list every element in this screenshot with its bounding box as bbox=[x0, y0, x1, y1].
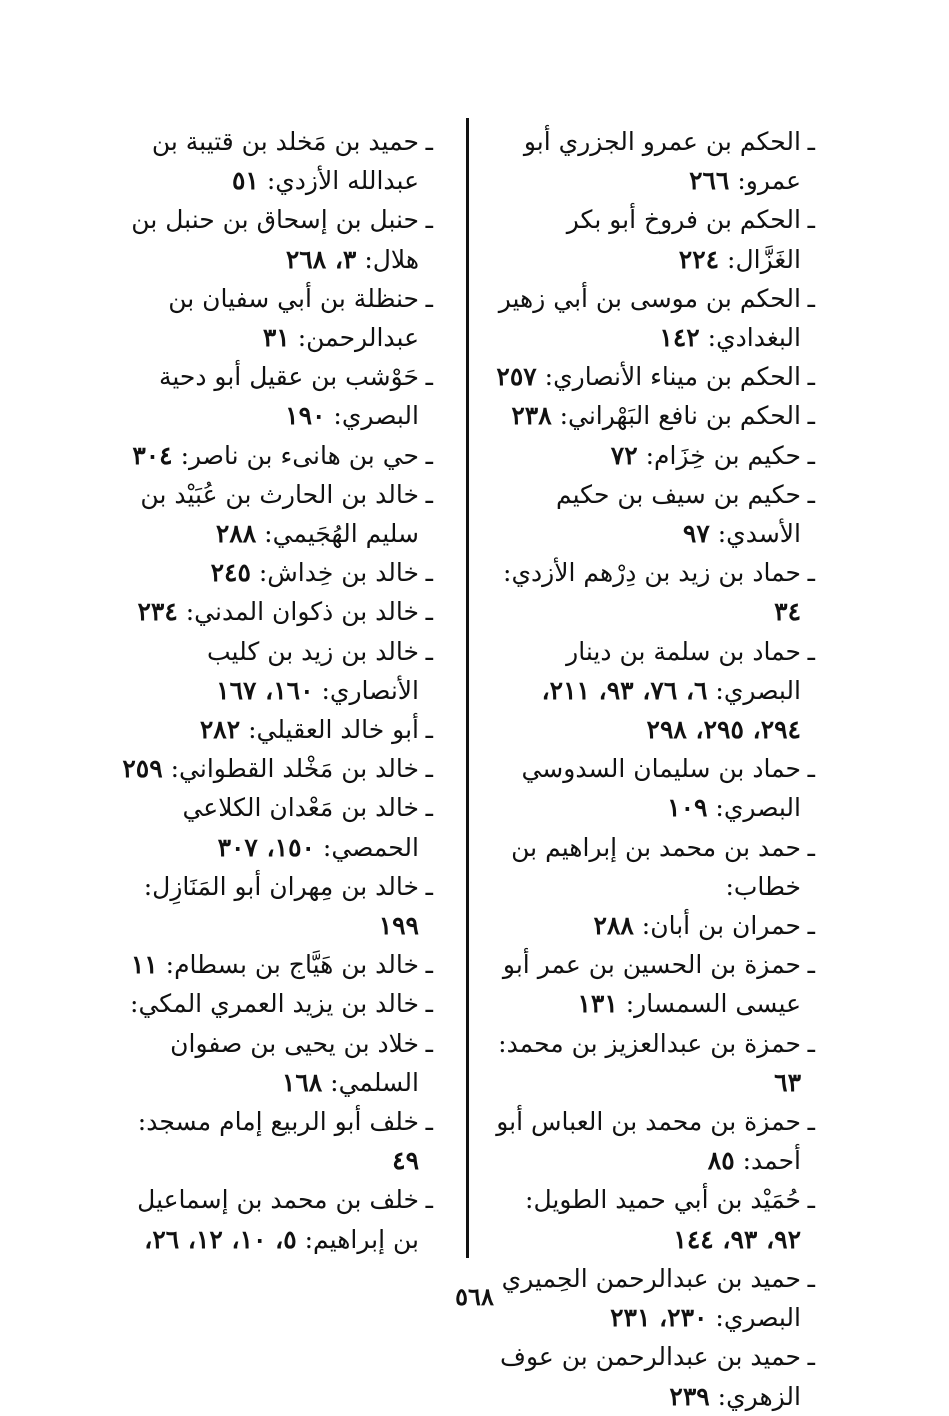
entry-page-numbers: ٢٣٩ bbox=[669, 1381, 710, 1411]
entry-dash: ـ bbox=[425, 950, 433, 980]
entry-name: حمد بن محمد بن إبراهيم بن خطاب: bbox=[511, 832, 801, 901]
entry-dash: ـ bbox=[807, 401, 815, 431]
entry-page-numbers: ٦، ٧٦، ٩٣، ٢١١، ٢٩٤، ٢٩٥، ٢٩٨ bbox=[541, 675, 801, 745]
entry-page-numbers: ٣٤ bbox=[774, 597, 801, 627]
entry-page-numbers: ٦٣ bbox=[774, 1067, 801, 1097]
index-entry bbox=[108, 200, 433, 278]
index-entry bbox=[485, 906, 815, 945]
entry-dash: ـ bbox=[425, 362, 433, 392]
index-entry bbox=[108, 945, 433, 984]
entry-name: خلف أبو الربيع إمام مسجد: bbox=[137, 1107, 419, 1137]
entry-name: حَوْشب بن عقيل أبو دحية البصري: bbox=[158, 362, 419, 431]
entry-page-numbers: ٧٢ bbox=[610, 440, 638, 470]
entry-page-numbers: ١٦٠، ١٦٧ bbox=[216, 675, 314, 705]
entry-name: حميد بن عبدالرحمن بن عوف الزهري: bbox=[500, 1342, 801, 1411]
entry-dash: ـ bbox=[425, 440, 433, 470]
index-entry bbox=[108, 436, 433, 475]
entry-page-numbers: ٢٣٤ bbox=[137, 597, 178, 627]
index-entry bbox=[485, 945, 815, 1023]
entry-page-numbers: ٢٨٢ bbox=[199, 715, 241, 745]
entry-name: حكيم بن خِزَام: bbox=[645, 440, 801, 470]
entry-dash: ـ bbox=[425, 1107, 433, 1137]
entry-page-numbers: ١٥٠، ٣٠٧ bbox=[217, 832, 315, 862]
index-entry bbox=[485, 828, 815, 906]
entry-page-numbers: ٢٣٨ bbox=[511, 401, 552, 431]
entry-dash: ـ bbox=[807, 479, 815, 509]
entry-dash: ـ bbox=[425, 283, 433, 313]
entry-dash: ـ bbox=[425, 558, 433, 588]
page-number: ٥٦٨ bbox=[455, 1282, 494, 1311]
index-entry bbox=[108, 122, 433, 200]
entry-name: أبو خالد العقيلي: bbox=[248, 715, 419, 745]
index-entry bbox=[485, 279, 815, 357]
entry-page-numbers: ١٣١ bbox=[577, 989, 618, 1019]
entry-dash: ـ bbox=[425, 793, 433, 823]
entry-name: حكيم بن سيف بن حكيم الأسدي: bbox=[555, 479, 801, 549]
entry-name: حماد بن زيد بن دِرْهم الأزدي: bbox=[503, 558, 801, 588]
entry-dash: ـ bbox=[425, 479, 433, 509]
entry-dash: ـ bbox=[425, 1185, 433, 1215]
index-entry bbox=[108, 1024, 433, 1102]
entry-page-numbers: ٨٥ bbox=[707, 1146, 735, 1176]
entry-page-numbers: ٢٥٧ bbox=[496, 362, 537, 392]
index-entry bbox=[485, 553, 815, 631]
index-entry bbox=[108, 788, 433, 866]
index-entry bbox=[108, 475, 433, 553]
index-column-right bbox=[485, 122, 815, 1416]
entry-dash: ـ bbox=[807, 1342, 815, 1372]
entry-name: حمزة بن عبدالعزيز بن محمد: bbox=[498, 1028, 801, 1058]
index-entry bbox=[108, 867, 433, 945]
entry-dash: ـ bbox=[807, 1185, 815, 1215]
entry-page-numbers: ٣، ٢٦٨ bbox=[285, 244, 357, 274]
index-entry bbox=[108, 984, 433, 1023]
entry-dash: ـ bbox=[807, 362, 815, 392]
entry-dash: ـ bbox=[807, 950, 815, 980]
entry-name: خلاد بن يحيى بن صفوان السلمي: bbox=[170, 1028, 419, 1097]
entry-name: الحكم بن موسى بن أبي زهير البغدادي: bbox=[498, 283, 801, 353]
entry-name: خالد بن زيد بن كليب الأنصاري: bbox=[207, 636, 419, 705]
index-entry bbox=[485, 357, 815, 396]
entry-dash: ـ bbox=[425, 989, 433, 1019]
index-column-left bbox=[108, 122, 433, 1259]
entry-page-numbers: ١٩٠ bbox=[285, 401, 326, 431]
entry-page-numbers: ٢٨٨ bbox=[593, 911, 634, 941]
entry-dash: ـ bbox=[807, 1107, 815, 1137]
entry-dash: ـ bbox=[807, 832, 815, 862]
entry-name: خالد بن هَيَّاج بن بسطام: bbox=[165, 950, 419, 980]
entry-page-numbers: ٤٩ bbox=[392, 1146, 419, 1176]
entry-name: حنبل بن إسحاق بن حنبل بن هلال: bbox=[131, 205, 419, 274]
entry-name: الحكم بن فروخ أبو بكر الغَزَّال: bbox=[566, 205, 801, 274]
entry-dash: ـ bbox=[425, 127, 433, 156]
entry-name: حنظلة بن أبي سفيان بن عبدالرحمن: bbox=[168, 283, 419, 353]
entry-dash: ـ bbox=[807, 127, 815, 156]
index-entry bbox=[108, 592, 433, 631]
entry-page-numbers: ٢٥٩ bbox=[122, 754, 163, 784]
entry-name: الحكم بن عمرو الجزري أبو عمرو: bbox=[523, 127, 801, 196]
index-entry bbox=[485, 632, 815, 750]
entry-name: خالد بن الحارث بن عُبَيْد بن سليم الهُجَيمي: bbox=[140, 479, 419, 549]
entry-page-numbers: ٣٠٤ bbox=[132, 440, 173, 470]
index-entry bbox=[485, 436, 815, 475]
entry-page-numbers: ٢٣٠، ٢٣١ bbox=[610, 1303, 708, 1333]
entry-name: الحكم بن ميناء الأنصاري: bbox=[544, 362, 801, 392]
entry-dash: ـ bbox=[425, 636, 433, 666]
index-entry bbox=[485, 1180, 815, 1258]
entry-page-numbers: ٢٦٦ bbox=[689, 166, 730, 196]
entry-name: حي بن هانىء بن ناصر: bbox=[180, 440, 419, 470]
entry-name: خالد بن مِهران أبو المَنَازِل: bbox=[143, 871, 419, 901]
index-entry bbox=[485, 122, 815, 200]
index-entry bbox=[485, 396, 815, 435]
entry-page-numbers: ١٤٢ bbox=[659, 323, 700, 353]
entry-name: خالد بن مَخْلد القطواني: bbox=[170, 754, 419, 784]
entry-page-numbers: ١١ bbox=[130, 950, 158, 980]
entry-name: حمزة بن محمد بن العباس أبو أحمد: bbox=[496, 1107, 801, 1176]
entry-dash: ـ bbox=[807, 754, 815, 784]
index-entry bbox=[485, 749, 815, 827]
index-entry bbox=[108, 279, 433, 357]
entry-page-numbers: ٣١ bbox=[262, 323, 290, 353]
column-divider bbox=[466, 118, 469, 1258]
entry-page-numbers: ٩٢، ٩٣، ١٤٤ bbox=[673, 1224, 801, 1254]
entry-page-numbers: ٢٨٨ bbox=[215, 519, 257, 549]
entry-page-numbers: ١٠٩ bbox=[667, 793, 708, 823]
index-entry bbox=[485, 475, 815, 553]
entry-page-numbers: ٩٧ bbox=[682, 519, 710, 549]
index-entry bbox=[108, 553, 433, 592]
entry-name: خلف بن محمد بن إسماعيل بن إبراهيم: bbox=[137, 1185, 419, 1254]
entry-page-numbers: ٢٤٥ bbox=[210, 558, 251, 588]
entry-dash: ـ bbox=[807, 911, 815, 941]
entry-dash: ـ bbox=[807, 440, 815, 470]
entry-name: خالد بن مَعْدان الكلاعي الحمصي: bbox=[182, 793, 419, 862]
entry-name: خالد بن يزيد العمري المكي: bbox=[130, 989, 419, 1019]
entry-page-numbers: ٥١ bbox=[232, 166, 259, 196]
entry-dash: ـ bbox=[425, 715, 433, 745]
entry-dash: ـ bbox=[807, 636, 815, 666]
index-entry bbox=[485, 1024, 815, 1102]
entry-name: خالد بن ذكوان المدني: bbox=[185, 597, 419, 627]
index-entry bbox=[108, 632, 433, 710]
index-entry bbox=[108, 357, 433, 435]
entry-page-numbers: ١٦٨ bbox=[281, 1067, 323, 1097]
entry-dash: ـ bbox=[425, 597, 433, 627]
index-entry bbox=[485, 1337, 815, 1415]
entry-name: حمران بن أبان: bbox=[641, 911, 801, 941]
entry-dash: ـ bbox=[807, 558, 815, 588]
entry-dash: ـ bbox=[807, 205, 815, 235]
entry-dash: ـ bbox=[807, 1263, 815, 1293]
entry-dash: ـ bbox=[807, 283, 815, 313]
entry-dash: ـ bbox=[807, 1028, 815, 1058]
entry-name: الحكم بن نافع البَهْراني: bbox=[559, 401, 801, 431]
entry-dash: ـ bbox=[425, 754, 433, 784]
entry-dash: ـ bbox=[425, 1028, 433, 1058]
index-entry bbox=[108, 1180, 433, 1258]
entry-page-numbers: ٥، ١٠، ١٢، ٢٦، bbox=[144, 1224, 297, 1254]
entry-dash: ـ bbox=[425, 205, 433, 235]
index-entry bbox=[108, 710, 433, 749]
entry-page-numbers: ٢٢٤ bbox=[678, 244, 720, 274]
entry-page-numbers: ١٩٩ bbox=[378, 911, 419, 941]
entry-name: حماد بن سليمان السدوسي البصري: bbox=[521, 754, 801, 823]
index-entry bbox=[108, 1102, 433, 1180]
entry-name: خالد بن خِداش: bbox=[258, 558, 419, 588]
entry-name: حماد بن سلمة بن دينار البصري: bbox=[566, 636, 801, 705]
entry-name: حميد بن مَخلد بن قتيبة بن عبدالله الأزدي: bbox=[151, 127, 419, 196]
entry-name: حميد بن عبدالرحمن الحِميري البصري: bbox=[501, 1263, 801, 1333]
index-entry bbox=[108, 749, 433, 788]
index-entry bbox=[485, 200, 815, 278]
entry-name: حُمَيْد بن أبي حميد الطويل: bbox=[525, 1185, 801, 1215]
entry-dash: ـ bbox=[425, 871, 433, 901]
entry-name: حمزة بن الحسين بن عمر أبو عيسى السمسار: bbox=[502, 950, 801, 1019]
index-entry bbox=[485, 1102, 815, 1180]
